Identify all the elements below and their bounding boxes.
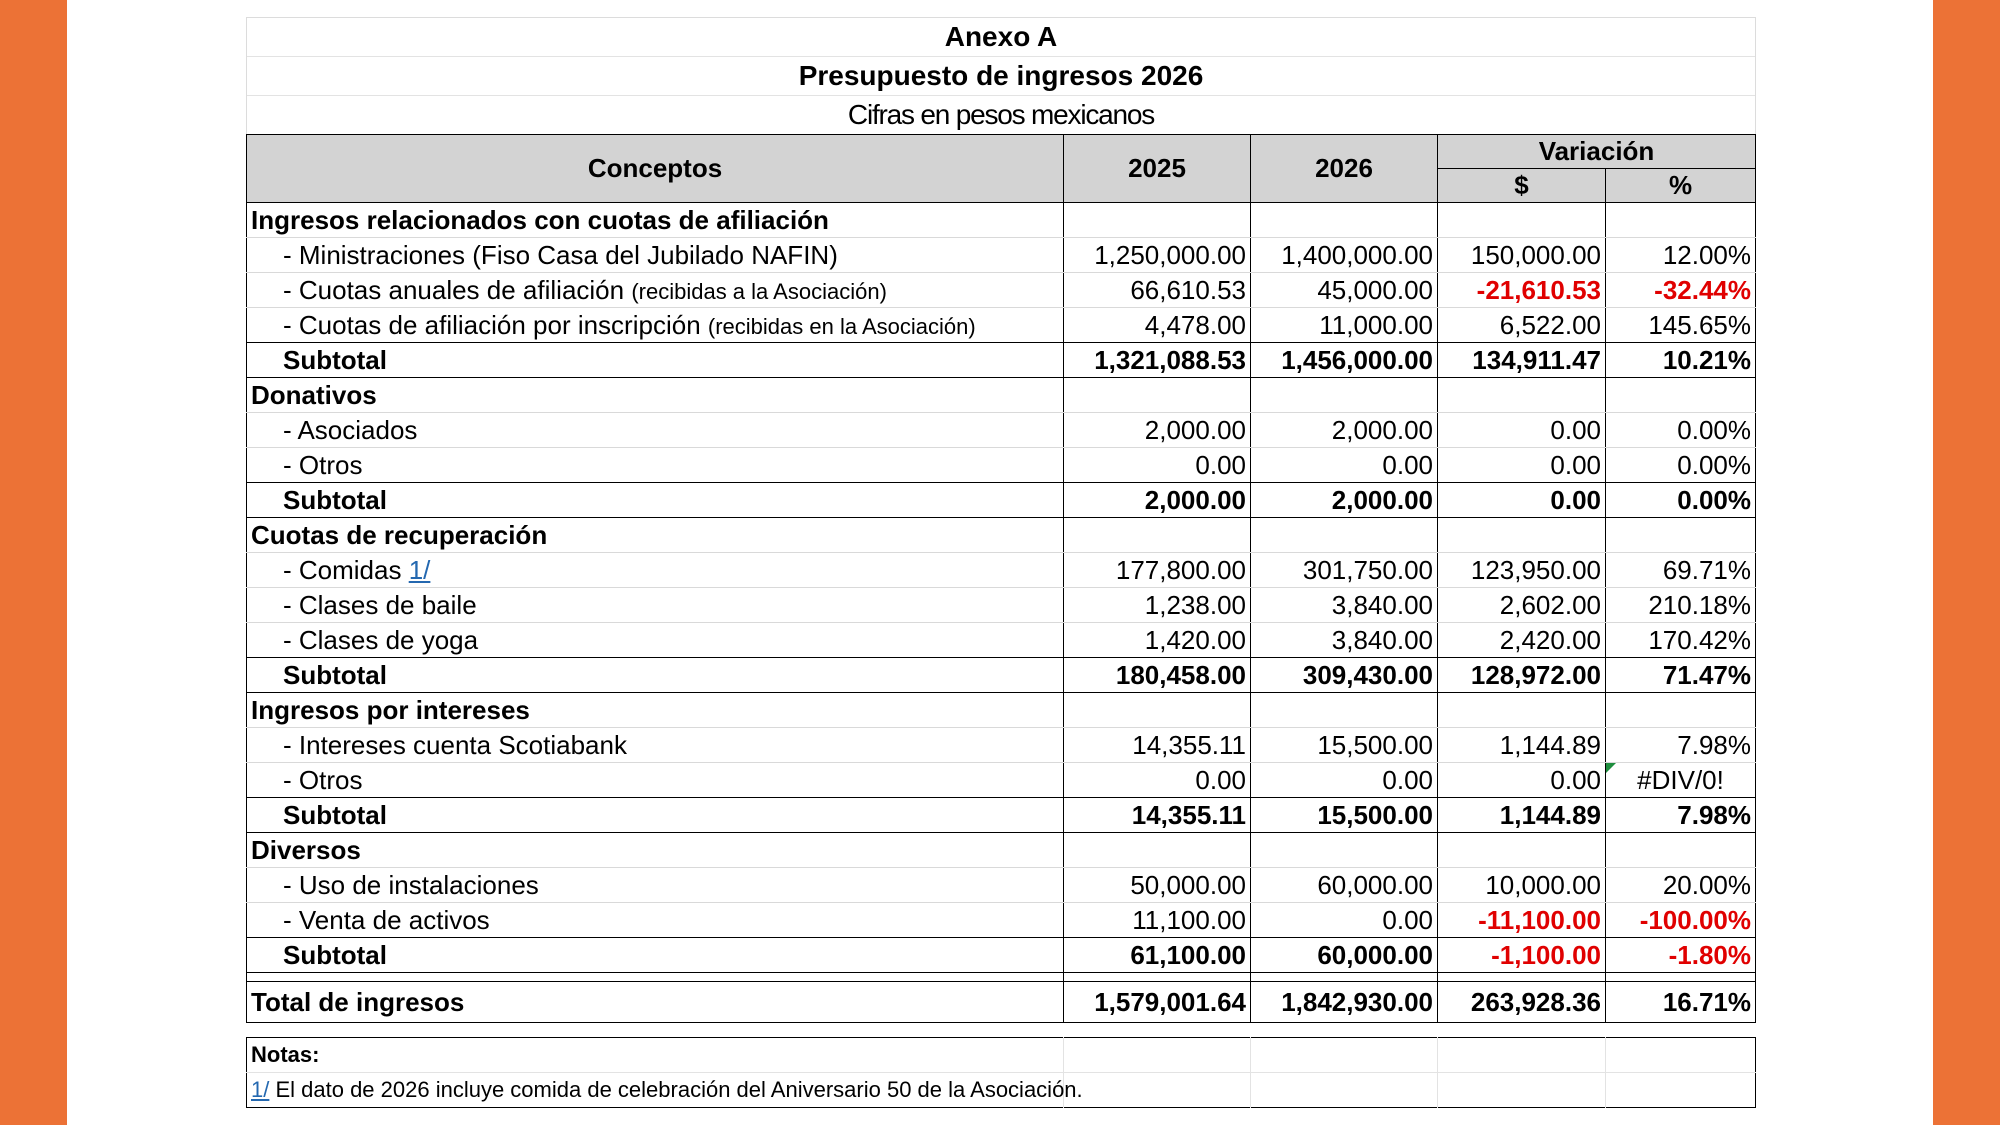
item-concept xyxy=(247,728,1064,763)
subtotal-variation-amount: 1,144.89 xyxy=(1438,798,1606,833)
subtotal-row xyxy=(247,658,1756,693)
table-row xyxy=(247,763,1756,798)
section-title: Ingresos por intereses xyxy=(247,693,1064,728)
subtotal-label: Subtotal xyxy=(247,798,1064,833)
variation-percent: 210.18% xyxy=(1606,588,1756,623)
table-row xyxy=(247,588,1756,623)
section-header-row xyxy=(247,203,1756,238)
header-2026: 2026 xyxy=(1251,135,1438,203)
item-concept xyxy=(247,623,1064,658)
item-concept xyxy=(247,763,1064,798)
empty-cell xyxy=(1438,833,1606,868)
item-label: - Uso de instalaciones xyxy=(283,869,539,900)
item-label: - Ministraciones (Fiso Casa del Jubilado NAFIN) xyxy=(283,239,838,270)
empty-cell xyxy=(1606,518,1756,553)
subtotal-2025: 2,000.00 xyxy=(1064,483,1251,518)
item-label: - Cuotas de afiliación por inscripción xyxy=(283,309,708,340)
table-row xyxy=(247,308,1756,343)
empty-cell xyxy=(1606,833,1756,868)
empty-cell xyxy=(1251,203,1438,238)
item-label: - Clases de baile xyxy=(283,589,477,620)
table-header xyxy=(247,135,1756,203)
item-label: - Cuotas anuales de afiliación xyxy=(283,274,632,305)
table-row xyxy=(247,238,1756,273)
table-row xyxy=(247,413,1756,448)
left-orange-band xyxy=(0,0,67,1125)
item-label: - Otros xyxy=(283,449,363,480)
section-header-row xyxy=(247,693,1756,728)
subtotal-row xyxy=(247,938,1756,973)
subtotal-2025: 14,355.11 xyxy=(1064,798,1251,833)
empty-cell xyxy=(1064,518,1251,553)
variation-amount: -21,610.53 xyxy=(1438,273,1606,308)
empty-cell xyxy=(1064,203,1251,238)
value-2025: 1,238.00 xyxy=(1064,588,1251,623)
table-row xyxy=(247,623,1756,658)
header-variation: Variación xyxy=(1438,135,1756,169)
section-header-row xyxy=(247,518,1756,553)
footnote-ref-link[interactable]: 1/ xyxy=(408,554,431,585)
variation-percent: -100.00% xyxy=(1606,903,1756,938)
empty-cell xyxy=(1606,203,1756,238)
subtotal-row xyxy=(247,343,1756,378)
units-subtitle: Cifras en pesos mexicanos xyxy=(247,96,1755,135)
item-concept xyxy=(247,868,1064,903)
variation-amount: 1,144.89 xyxy=(1438,728,1606,763)
item-concept xyxy=(247,238,1064,273)
notes-heading: Notas: xyxy=(247,1038,1064,1073)
variation-percent: 145.65% xyxy=(1606,308,1756,343)
subtotal-2026: 60,000.00 xyxy=(1251,938,1438,973)
total-variation-percent: 16.71% xyxy=(1606,982,1756,1023)
variation-percent: -32.44% xyxy=(1606,273,1756,308)
variation-amount: 0.00 xyxy=(1438,413,1606,448)
total-variation-amount: 263,928.36 xyxy=(1438,982,1606,1023)
value-2025: 177,800.00 xyxy=(1064,553,1251,588)
item-label: - Comidas xyxy=(283,554,409,585)
item-concept xyxy=(247,308,1064,343)
spacer-row xyxy=(247,973,1756,982)
table-row xyxy=(247,553,1756,588)
section-header-row xyxy=(247,833,1756,868)
value-2025: 1,420.00 xyxy=(1064,623,1251,658)
item-label: - Venta de activos xyxy=(283,904,490,935)
section-header-row xyxy=(247,378,1756,413)
subtotal-variation-amount: 128,972.00 xyxy=(1438,658,1606,693)
value-2025: 50,000.00 xyxy=(1064,868,1251,903)
variation-percent: 7.98% xyxy=(1606,728,1756,763)
income-budget-table xyxy=(246,134,1756,1023)
subtotal-row xyxy=(247,483,1756,518)
empty-cell xyxy=(1438,518,1606,553)
table-row xyxy=(247,728,1756,763)
header-variation-amount: $ xyxy=(1438,169,1606,203)
value-2025: 0.00 xyxy=(1064,763,1251,798)
table-row xyxy=(247,448,1756,483)
item-label: - Clases de yoga xyxy=(283,624,479,655)
variation-percent: 170.42% xyxy=(1606,623,1756,658)
value-2025: 14,355.11 xyxy=(1064,728,1251,763)
total-2026: 1,842,930.00 xyxy=(1251,982,1438,1023)
variation-percent-error: #DIV/0! xyxy=(1606,763,1756,798)
empty-cell xyxy=(1606,378,1756,413)
empty-cell xyxy=(1438,203,1606,238)
header-2025: 2025 xyxy=(1064,135,1251,203)
value-2026: 2,000.00 xyxy=(1251,413,1438,448)
note-ref-link[interactable]: 1/ xyxy=(251,1077,270,1102)
variation-percent: 69.71% xyxy=(1606,553,1756,588)
empty-cell xyxy=(1606,693,1756,728)
value-2026: 0.00 xyxy=(1251,903,1438,938)
subtotal-2026: 309,430.00 xyxy=(1251,658,1438,693)
subtotal-variation-amount: 0.00 xyxy=(1438,483,1606,518)
item-concept xyxy=(247,448,1064,483)
header-concepts: Conceptos xyxy=(247,135,1064,203)
subtotal-variation-percent: 71.47% xyxy=(1606,658,1756,693)
value-2026: 1,400,000.00 xyxy=(1251,238,1438,273)
variation-percent: 0.00% xyxy=(1606,448,1756,483)
empty-cell xyxy=(1438,693,1606,728)
subtotal-variation-percent: 10.21% xyxy=(1606,343,1756,378)
empty-cell xyxy=(1251,518,1438,553)
empty-cell xyxy=(1251,693,1438,728)
table-row xyxy=(247,273,1756,308)
item-note: (recibidas a la Asociación) xyxy=(631,278,887,304)
title-block xyxy=(246,17,1756,134)
subtotal-variation-amount: 134,911.47 xyxy=(1438,343,1606,378)
subtotal-variation-percent: 0.00% xyxy=(1606,483,1756,518)
value-2025: 2,000.00 xyxy=(1064,413,1251,448)
variation-amount: 6,522.00 xyxy=(1438,308,1606,343)
value-2026: 15,500.00 xyxy=(1251,728,1438,763)
empty-cell xyxy=(1064,833,1251,868)
item-concept xyxy=(247,588,1064,623)
section-title: Diversos xyxy=(247,833,1064,868)
note-1-text: El dato de 2026 incluye comida de celebración del Aniversario 50 de la Asociación. xyxy=(269,1077,1083,1102)
value-2025: 0.00 xyxy=(1064,448,1251,483)
table-body xyxy=(247,203,1756,1023)
subtotal-row xyxy=(247,798,1756,833)
value-2026: 301,750.00 xyxy=(1251,553,1438,588)
value-2025: 11,100.00 xyxy=(1064,903,1251,938)
subtotal-variation-amount: -1,100.00 xyxy=(1438,938,1606,973)
value-2025: 66,610.53 xyxy=(1064,273,1251,308)
subtotal-2025: 180,458.00 xyxy=(1064,658,1251,693)
item-note: (recibidas en la Asociación) xyxy=(707,313,976,339)
empty-cell xyxy=(1064,693,1251,728)
budget-heading: Presupuesto de ingresos 2026 xyxy=(247,57,1755,96)
section-title: Donativos xyxy=(247,378,1064,413)
value-2025: 4,478.00 xyxy=(1064,308,1251,343)
table-row xyxy=(247,903,1756,938)
subtotal-2025: 1,321,088.53 xyxy=(1064,343,1251,378)
subtotal-label: Subtotal xyxy=(247,938,1064,973)
notes-section xyxy=(246,1037,1756,1108)
subtotal-label: Subtotal xyxy=(247,343,1064,378)
empty-cell xyxy=(1438,378,1606,413)
annex-title: Anexo A xyxy=(247,18,1755,57)
variation-percent: 0.00% xyxy=(1606,413,1756,448)
variation-amount: 0.00 xyxy=(1438,448,1606,483)
value-2026: 3,840.00 xyxy=(1251,588,1438,623)
value-2025: 1,250,000.00 xyxy=(1064,238,1251,273)
variation-amount: 123,950.00 xyxy=(1438,553,1606,588)
subtotal-2026: 2,000.00 xyxy=(1251,483,1438,518)
item-label: - Asociados xyxy=(283,414,418,445)
section-title: Ingresos relacionados con cuotas de afiliación xyxy=(247,203,1064,238)
subtotal-label: Subtotal xyxy=(247,658,1064,693)
section-title: Cuotas de recuperación xyxy=(247,518,1064,553)
variation-amount: 0.00 xyxy=(1438,763,1606,798)
subtotal-variation-percent: 7.98% xyxy=(1606,798,1756,833)
value-2026: 3,840.00 xyxy=(1251,623,1438,658)
variation-percent: 20.00% xyxy=(1606,868,1756,903)
value-2026: 0.00 xyxy=(1251,448,1438,483)
header-variation-percent: % xyxy=(1606,169,1756,203)
value-2026: 60,000.00 xyxy=(1251,868,1438,903)
item-concept xyxy=(247,903,1064,938)
empty-cell xyxy=(1251,833,1438,868)
variation-amount: 10,000.00 xyxy=(1438,868,1606,903)
total-row xyxy=(247,982,1756,1023)
value-2026: 11,000.00 xyxy=(1251,308,1438,343)
item-label: - Otros xyxy=(283,764,363,795)
subtotal-2026: 1,456,000.00 xyxy=(1251,343,1438,378)
table-row xyxy=(247,868,1756,903)
subtotal-variation-percent: -1.80% xyxy=(1606,938,1756,973)
subtotal-2026: 15,500.00 xyxy=(1251,798,1438,833)
variation-amount: 2,420.00 xyxy=(1438,623,1606,658)
variation-amount: 150,000.00 xyxy=(1438,238,1606,273)
total-label: Total de ingresos xyxy=(247,982,1064,1023)
value-2026: 45,000.00 xyxy=(1251,273,1438,308)
item-concept xyxy=(247,553,1064,588)
right-orange-band xyxy=(1933,0,2000,1125)
variation-amount: 2,602.00 xyxy=(1438,588,1606,623)
value-2026: 0.00 xyxy=(1251,763,1438,798)
subtotal-label: Subtotal xyxy=(247,483,1064,518)
empty-cell xyxy=(1064,378,1251,413)
note-1 xyxy=(247,1073,1083,1108)
variation-amount: -11,100.00 xyxy=(1438,903,1606,938)
total-2025: 1,579,001.64 xyxy=(1064,982,1251,1023)
subtotal-2025: 61,100.00 xyxy=(1064,938,1251,973)
item-label: - Intereses cuenta Scotiabank xyxy=(283,729,627,760)
empty-cell xyxy=(1251,378,1438,413)
item-concept xyxy=(247,273,1064,308)
item-concept xyxy=(247,413,1064,448)
variation-percent: 12.00% xyxy=(1606,238,1756,273)
